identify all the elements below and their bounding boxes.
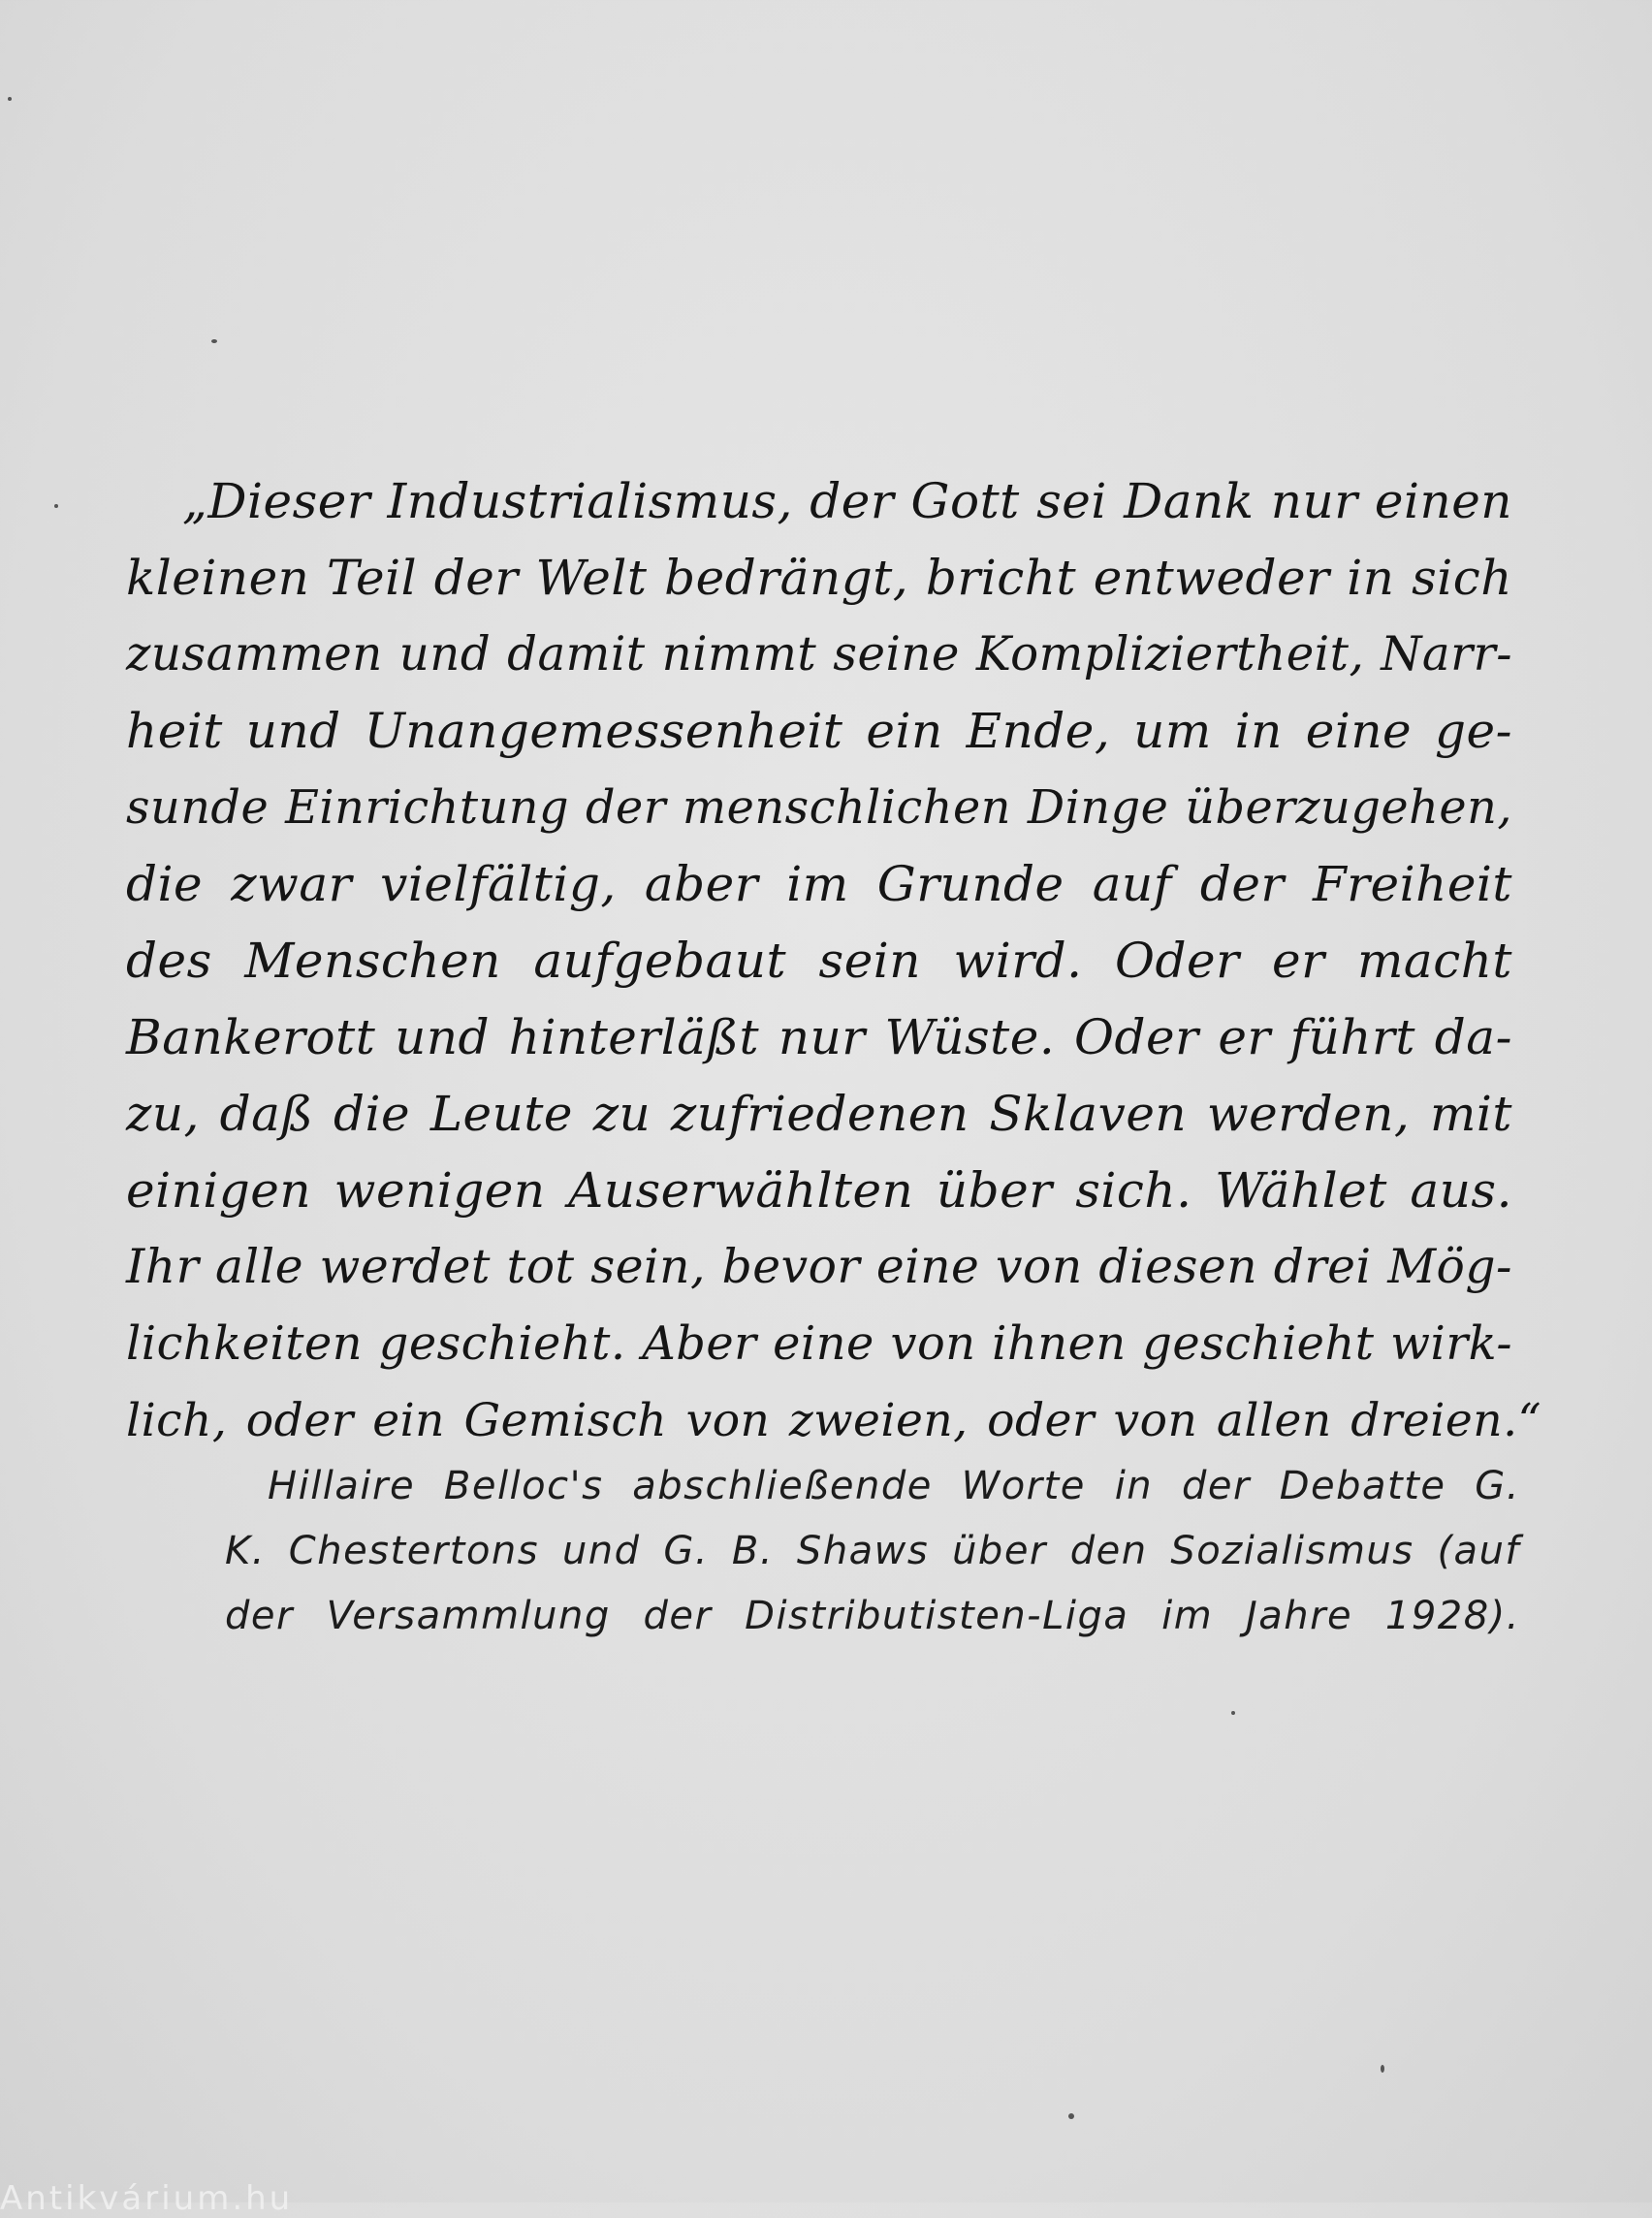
paper-speck — [1381, 2065, 1384, 2073]
attribution-line: K. Chestertons und G. B. Shaws über den Sozialismus (auf — [225, 1529, 1520, 1573]
paper-speck — [8, 97, 12, 101]
quote-line: die zwar vielfältig, aber im Grunde auf der Freiheit — [126, 856, 1512, 912]
quote-block — [126, 463, 1542, 1459]
quote-line: lichkeiten geschieht. Aber eine von ihnen geschieht wirk- — [126, 1317, 1512, 1371]
paper-speck — [1068, 2113, 1074, 2119]
attribution-line: der Versammlung der Distributisten-Liga im Jahre 1928). — [225, 1594, 1520, 1638]
quote-line: sunde Einrichtung der menschlichen Dinge überzugehen, — [126, 781, 1512, 835]
paper-speck — [1231, 1711, 1235, 1715]
attribution-block — [225, 1454, 1520, 1649]
quote-line: einigen wenigen Auserwählten über sich. Wählet aus. — [126, 1162, 1512, 1219]
quote-line: des Menschen aufgebaut sein wird. Oder er macht — [126, 933, 1512, 989]
quote-line: zu, daß die Leute zu zufriedenen Sklaven werden, mit — [126, 1086, 1512, 1142]
quote-line: kleinen Teil der Welt bedrängt, bricht entweder in sich — [126, 550, 1512, 606]
paper-speck — [54, 504, 58, 508]
quote-line: „Dieser Industrialismus, der Gott sei Dank nur einen — [182, 473, 1512, 529]
quote-line: heit und Unangemessenheit ein Ende, um in eine ge- — [126, 703, 1512, 759]
quote-line: zusammen und damit nimmt seine Kompliziertheit, Narr- — [126, 627, 1512, 681]
attribution-line: Hillaire Belloc's abschließende Worte in der Debatte G. — [268, 1464, 1520, 1508]
quote-line: lich, oder ein Gemisch von zweien, oder von allen dreien.“ — [126, 1394, 1542, 1447]
quote-line: Ihr alle werdet tot sein, bevor eine von diesen drei Mög- — [126, 1240, 1512, 1294]
quote-line: Bankerott und hinterläßt nur Wüste. Oder er führt da- — [126, 1009, 1512, 1065]
watermark: Antikvárium.hu — [0, 2179, 294, 2218]
paper-speck — [211, 339, 217, 343]
